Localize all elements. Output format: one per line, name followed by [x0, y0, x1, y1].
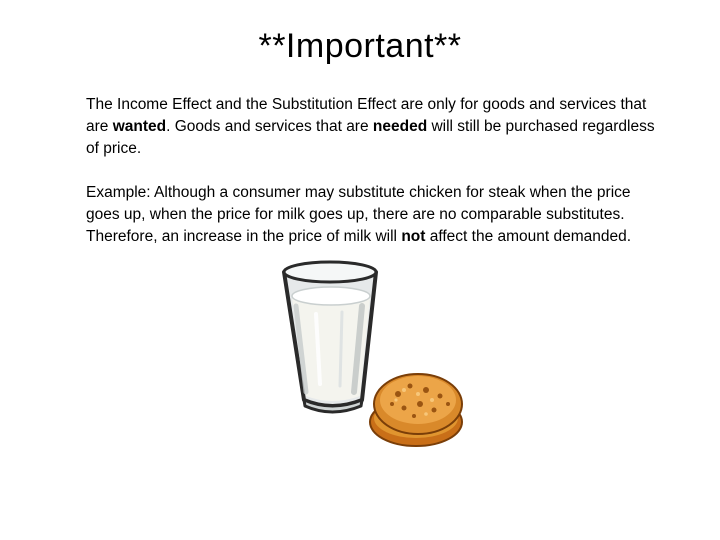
p1-text-1: The Income Effect and the Substitution Effect are only for goods and services that are: [86, 96, 647, 135]
p2-text-2: affect the amount demanded.: [425, 228, 632, 245]
p1-bold-needed: needed: [372, 118, 428, 135]
p1-text-3: will still be purchased regardless of price.: [86, 118, 655, 157]
p2-text-1: Example: Although a consumer may substitute chicken for steak when the price goes up, when the price for milk goes up, there are no comparable substitutes. Therefore, an increase in the price of milk will: [86, 184, 631, 245]
milk-and-cookies-icon: [276, 254, 472, 454]
slide-title: **Important**: [258, 27, 462, 65]
cookies-icon: [370, 374, 462, 446]
p1-text-2: . Goods and services that are: [166, 118, 373, 135]
slide-body: [86, 94, 666, 270]
p2-bold-not: not: [401, 228, 426, 245]
paragraph-example: [86, 182, 666, 248]
milk-glass-icon: [284, 262, 376, 412]
paragraph-needs-vs-wants: [86, 94, 666, 160]
p1-bold-wanted: wanted: [112, 118, 167, 135]
